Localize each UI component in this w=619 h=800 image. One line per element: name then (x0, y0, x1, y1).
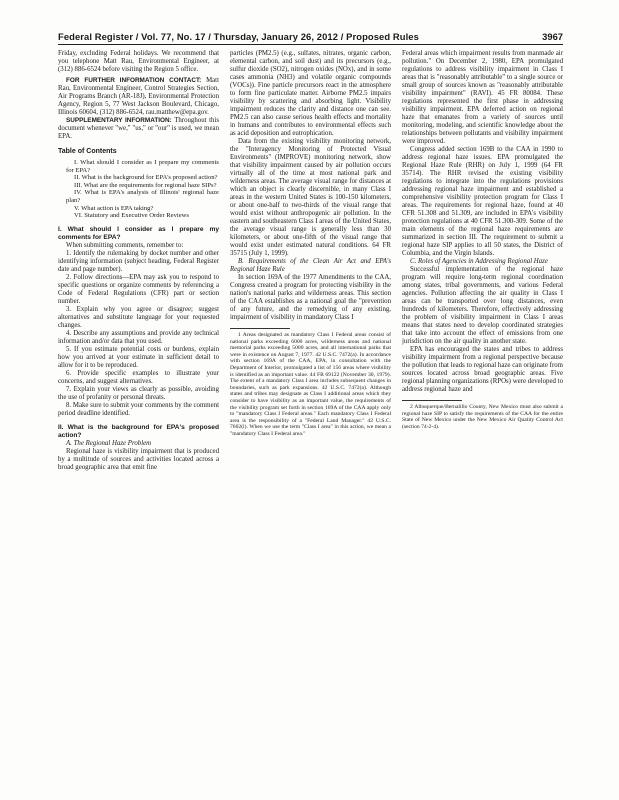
column-3 (402, 50, 563, 770)
paragraph: Successful implementation of the regional haze program will require long-term regional coordination among states, tribal governments, and various Federal agencies. Pollution affecting the air quality in Class I areas can be transported over long distances, even hundreds of kilometers. Therefore, effectively addressing the problem of visibility impairment in Class I areas means that states need to develop coordinated strategies that take into account the effect of emissions from one jurisdiction on the air quality in another state. (402, 266, 563, 345)
page-header (58, 28, 563, 45)
table-of-contents (58, 159, 219, 220)
list-item: 4. Describe any assumptions and provide any technical information and/or data that you used. (58, 329, 219, 345)
list-item: 1. Identify the rulemaking by docket number and other identifying information (subject heading, Federal Register date and page number). (58, 249, 219, 273)
subsection-b-heading: B. Requirements of the Clean Air Act and EPA's Regional Haze Rule (230, 258, 391, 273)
contact-text: Matt Rau, Environmental Engineer, Control Strategies Section, Air Programs Branch (AR-18J), Environmental Protection Agency, Region 5, 77 West Jackson Boulevard, Chicago, Illinois 60604, (312) 886-6524, rau.matthew@epa.gov. (58, 77, 219, 116)
supplementary-heading: SUPPLEMENTARY INFORMATION: (66, 117, 172, 124)
footnote-divider (402, 400, 462, 401)
subsection-a-text: Regional haze is visibility impairment that is produced by a multitude of sources and activities located across a broad geographic area that emit fine (58, 447, 219, 471)
list-item: 3. Explain why you agree or disagree; suggest alternatives and substitute language for your requested changes. (58, 305, 219, 329)
footnote-1: 1 Areas designated as mandatory Class I Federal areas consist of national parks exceeding 6000 acres, wilderness areas and national memorial parks exceeding 5000 acres, and all international parks that were in existence on August 7, 1977. 42 U.S.C. 7472(a). In accordance with section 169A of the CAA, EPA, in consultation with the Department of Interior, promulgated a list of 156 areas where visibility is identified as an important value. 44 FR 69122 (November 30, 1979). The extent of a mandatory Class I area includes subsequent changes in boundaries, such as park expansions. 42 U.S.C. 7472(a). Although states and tribes may designate as Class I additional areas which they consider to have visibility as an important value, the requirements of the visibility program set forth in section 169A of the CAA apply only to "mandatory Class I Federal areas." Each mandatory Class I Federal area is the responsibility of a "Federal Land Manager." 42 U.S.C. 7602(i). When we use the term "Class I area" in this action, we mean a "mandatory Class I Federal area." (230, 332, 391, 437)
toc-title: Table of Contents (58, 148, 117, 155)
contact-heading: FOR FURTHER INFORMATION CONTACT: (66, 77, 202, 84)
header-citation: Federal Register / Vol. 77, No. 17 / Thursday, January 26, 2012 / Proposed Rules (58, 31, 419, 42)
section-1-intro: When submitting comments, remember to: (66, 241, 184, 249)
three-column-body (58, 50, 563, 770)
toc-item: VI. Statutory and Executive Order Reviews (74, 212, 189, 220)
footnote-divider (230, 328, 290, 329)
paragraph: In section 169A of the 1977 Amendments to the CAA, Congress created a program for protecting visibility in the nation's national parks and wilderness areas. This section of the CAA establishes as a national goal the "prevention of any future, and the remedying of any existing, impairment of visibility in mandatory Class I (230, 274, 391, 321)
paragraph: particles (PM2.5) (e.g., sulfates, nitrates, organic carbon, elemental carbon, and soil dust) and its precursors (e.g., sulfur dioxide (SO2), nitrogen oxides (NOx), and in some cases ammonia (NH3) and volatile organic compounds (VOCs)). Fine particle precursors react in the atmosphere to form fine particulate matter. Airborne PM2.5 impairs visibility by scattering and absorbing light. Visibility impairment reduces the clarity and distance one can see. PM2.5 can also cause serious health effects and mortality in humans and contributes to environmental effects such as acid deposition and eutrophication. (230, 50, 391, 137)
intro-text: Friday, excluding Federal holidays. We recommend that you telephone Matt Rau, Environmental Engineer, at (312) 886-6524 before visiting the Region 5 office. (58, 50, 219, 73)
list-item: 8. Make sure to submit your comments by the comment period deadline identified. (58, 401, 219, 417)
section-2-heading: II. What is the background for EPA's proposed action? (58, 423, 219, 439)
toc-item: III. What are the requirements for regional haze SIPs? (74, 181, 217, 189)
supplementary-text: Throughout this document whenever "we," "us," or "our" is used, we mean EPA. (58, 117, 219, 140)
section-1-heading: I. What should I consider as I prepare my comments for EPA? (58, 225, 219, 241)
toc-item: V. What action is EPA taking? (74, 204, 154, 212)
footnote-2: 2 Albuquerque/Bernalillo County, New Mexico must also submit a regional haze SIP to satisfy the requirements of the CAA for the entire State of New Mexico under the New Mexico Air Quality Control Act (section 74-2-4). (402, 404, 563, 430)
toc-item: IV. What is EPA's analysis of Illinois' regional haze plan? (66, 189, 219, 204)
toc-item: I. What should I consider as I prepare my comments for EPA? (66, 159, 219, 174)
page-number: 3967 (542, 31, 563, 42)
paragraph: Federal areas which impairment results from manmade air pollution." On December 2, 1980, EPA promulgated regulations to address visibility impairment in Class I areas that is "reasonably attributable" to a single source or small group of sources known as "reasonably attributable visibility impairment" (RAVI). 45 FR 80084. These regulations represented the first phase in addressing visibility impairment. EPA deferred action on regional haze that emanates from a variety of sources until monitoring, modeling, and scientific knowledge about the relationships between pollutants and visibility impairment were improved. (402, 50, 563, 145)
list-item: 6. Provide specific examples to illustrate your concerns, and suggest alternatives. (58, 369, 219, 385)
list-item: 2. Follow directions—EPA may ask you to respond to specific questions or organize comments by referencing a Code of Federal Regulations (CFR) part or section number. (58, 273, 219, 305)
paragraph: EPA has encouraged the states and tribes to address visibility impairment from a regional perspective because the pollution that leads to regional haze can originate from sources located across broad geographic areas. Five regional planning organizations (RPOs) were developed to address regional haze and (402, 346, 563, 393)
toc-item: II. What is the background for EPA's proposed action? (74, 174, 218, 182)
column-2 (230, 50, 391, 770)
paragraph: Congress added section 169B to the CAA in 1990 to address regional haze issues. EPA promulgated the Regional Haze Rule (RHR) on July 1, 1999 (64 FR 35714). The RHR revised the existing visibility regulations to integrate into the regulations provisions addressing regional haze impairment and established a comprehensive visibility protection program for Class I areas. The requirements for regional haze, found at 40 CFR 51.308 and 51.309, are included in EPA's visibility protection regulations at 40 CFR 51.300-309. Some of the main elements of the regional haze requirements are summarized in section III. The requirement to submit a regional haze SIP applies to all 50 states, the District of Columbia, and the Virgin Islands. (402, 146, 563, 257)
subsection-c-heading: C. Roles of Agencies in Addressing Regional Haze (410, 258, 548, 265)
subsection-a-heading: A. The Regional Haze Problem (66, 439, 152, 447)
list-item: 5. If you estimate potential costs or burdens, explain how you arrived at your estimate in sufficient detail to allow for it to be reproduced. (58, 345, 219, 369)
paragraph: Data from the existing visibility monitoring network, the "Interagency Monitoring of Protected Visual Environments" (IMPROVE) monitoring network, show that visibility impairment caused by air pollution occurs virtually all of the time at most national park and wilderness areas. The average visual range for distances at which an object is clearly discernible, in many Class I areas in the western United States is 100-150 kilometers, or about one-half to two-thirds of the visual range that would exist without anthropogenic air pollution. In the eastern and southeastern Class I areas of the United States, the average visual range is generally less than 30 kilometers, or about one-fifth of the visual range that would exist under estimated natural conditions. 64 FR 35715 (July 1, 1999). (230, 138, 391, 257)
column-1 (58, 50, 219, 770)
list-item: 7. Explain your views as clearly as possible, avoiding the use of profanity or personal threats. (58, 385, 219, 401)
